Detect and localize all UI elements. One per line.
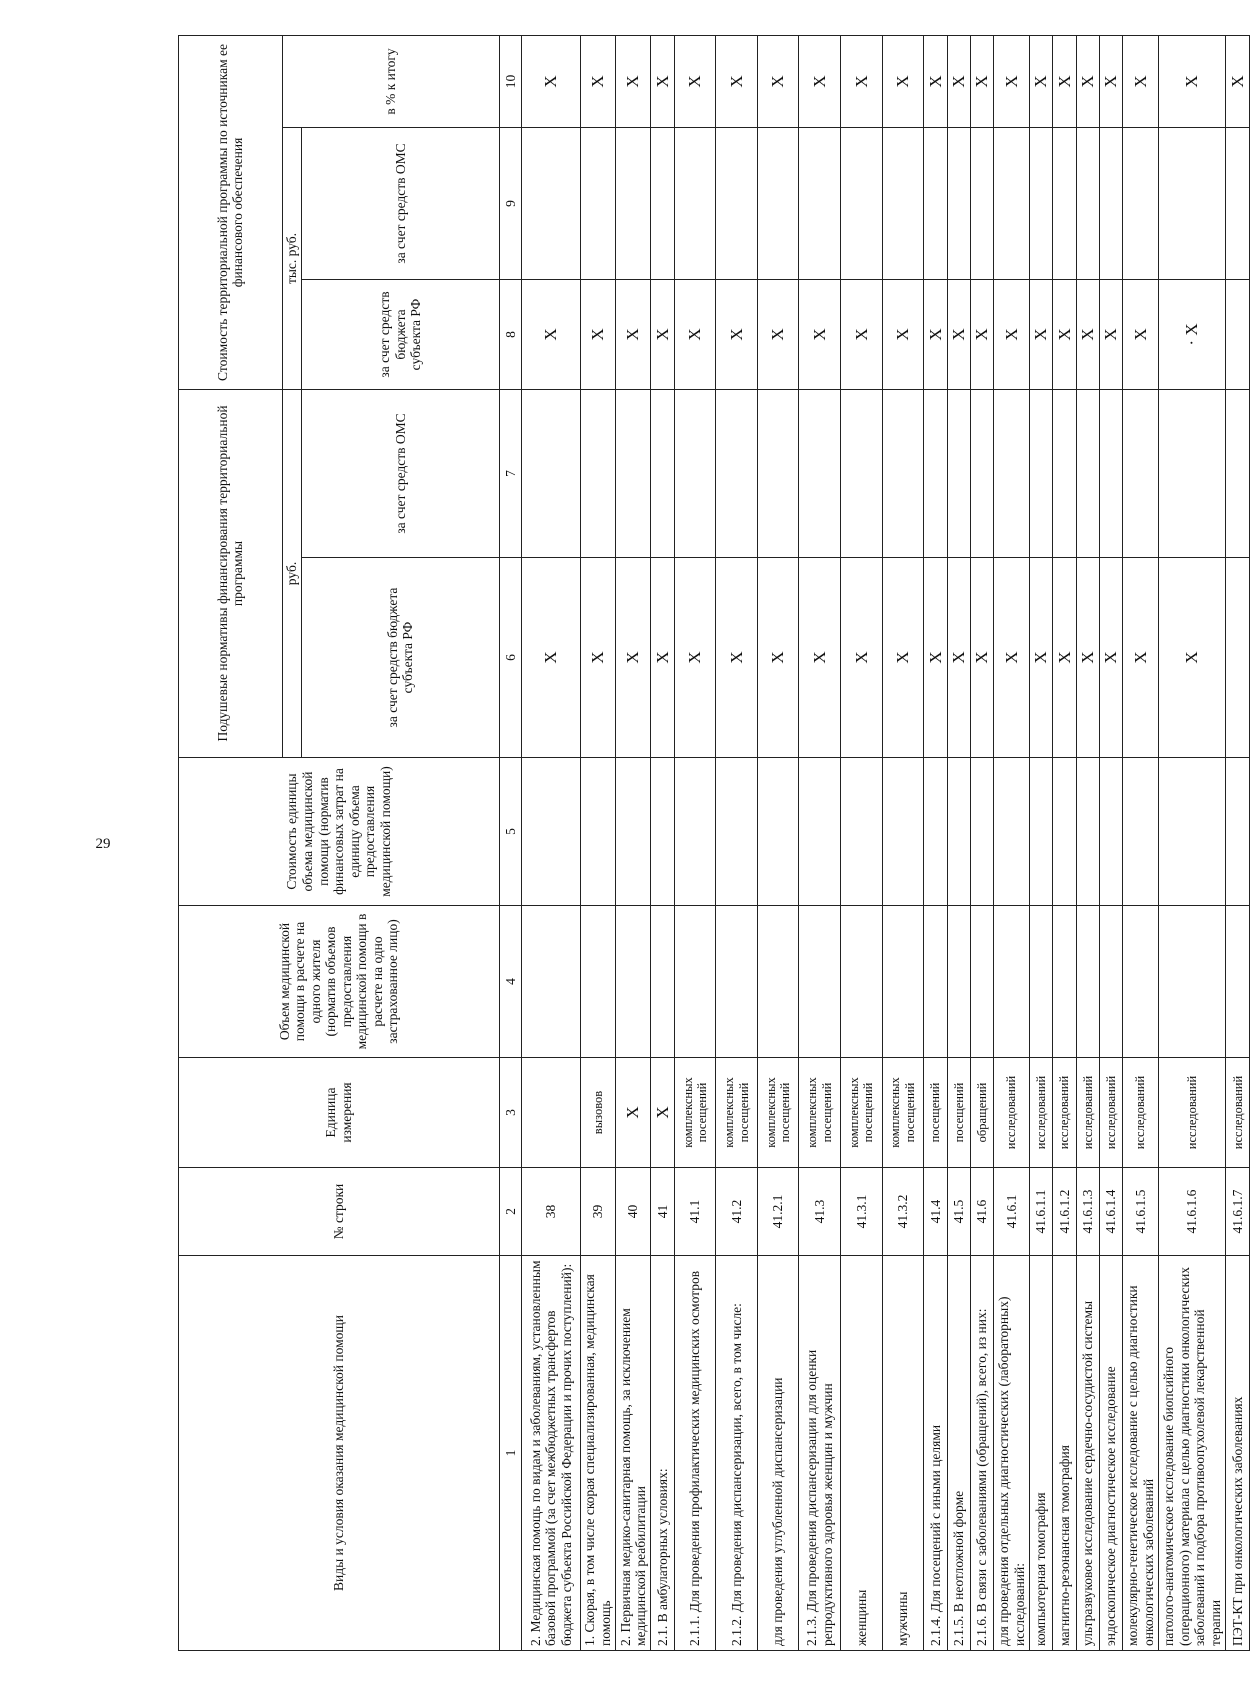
row-cost-budget: X <box>1053 279 1076 389</box>
page-number: 29 <box>95 836 111 852</box>
row-norm-oms <box>1123 389 1158 557</box>
row-line-number: 41.2.1 <box>757 1168 799 1256</box>
row-unit-cost <box>947 758 970 906</box>
row-volume <box>1100 906 1123 1058</box>
row-cost-oms <box>1123 127 1158 279</box>
row-cost-budget: X <box>651 279 674 389</box>
row-cost-oms <box>580 127 615 279</box>
row-norm-budget: X <box>674 558 716 758</box>
table-row <box>924 35 947 1650</box>
row-percent: X <box>799 35 841 127</box>
row-line-number: 41.5 <box>947 1168 970 1256</box>
table-row <box>580 35 615 1650</box>
row-norm-budget: X <box>757 558 799 758</box>
header-col7: за счет средств ОМС <box>302 389 499 557</box>
row-percent: X <box>841 35 883 127</box>
row-unit-cost <box>1100 758 1123 906</box>
row-unit-cost <box>1123 758 1158 906</box>
row-line-number: 41.6.1.6 <box>1158 1168 1226 1256</box>
header-col9: за счет средств ОМС <box>302 127 499 279</box>
row-norm-oms <box>1076 389 1099 557</box>
column-number-7: 7 <box>499 389 522 557</box>
row-line-number: 41.6.1.1 <box>1029 1168 1052 1256</box>
row-unit-cost <box>1076 758 1099 906</box>
row-cost-budget: X <box>799 279 841 389</box>
table-row <box>947 35 970 1650</box>
row-name: для проведения отдельных диагностических (лабораторных) исследований: <box>994 1256 1029 1651</box>
row-cost-budget: X <box>882 279 924 389</box>
row-cost-oms <box>970 127 993 279</box>
row-line-number: 38 <box>522 1168 580 1256</box>
row-norm-oms <box>799 389 841 557</box>
row-name: молекулярно-генетическое исследование с целью диагностики онкологических заболеваний <box>1123 1256 1158 1651</box>
row-name: 2.1.6. В связи с заболеваниями (обращений), всего, из них: <box>970 1256 993 1651</box>
row-norm-oms <box>651 389 674 557</box>
header-col1: Виды и условия оказания медицинской помощи <box>179 1256 500 1651</box>
row-norm-oms <box>674 389 716 557</box>
table-row <box>757 35 799 1650</box>
row-line-number: 41.3.2 <box>882 1168 924 1256</box>
row-unit-cost <box>1029 758 1052 906</box>
table-row <box>716 35 758 1650</box>
row-norm-budget: X <box>1076 558 1099 758</box>
row-unit: исследований <box>1029 1058 1052 1168</box>
row-percent: X <box>1053 35 1076 127</box>
row-percent: X <box>1158 35 1226 127</box>
table-row <box>1123 35 1158 1650</box>
column-number-8: 8 <box>499 279 522 389</box>
row-cost-budget <box>1226 279 1250 389</box>
header-norm-unit: руб. <box>282 389 301 757</box>
row-cost-oms <box>994 127 1029 279</box>
row-volume <box>522 906 580 1058</box>
column-number-6: 6 <box>499 558 522 758</box>
row-unit: исследований <box>994 1058 1029 1168</box>
header-cost-group: Стоимость территориальной программы по источникам ее финансового обеспечения <box>179 35 283 389</box>
row-percent: X <box>924 35 947 127</box>
row-cost-budget: X <box>716 279 758 389</box>
row-cost-budget: X <box>1076 279 1099 389</box>
header-cost-unit: тыс. руб. <box>282 127 301 389</box>
row-cost-oms <box>1029 127 1052 279</box>
row-unit-cost <box>1226 758 1250 906</box>
row-line-number: 39 <box>580 1168 615 1256</box>
table-row <box>1076 35 1099 1650</box>
row-name: магнитно-резонансная томография <box>1053 1256 1076 1651</box>
row-unit: X <box>651 1058 674 1168</box>
row-unit-cost <box>882 758 924 906</box>
row-cost-oms <box>1076 127 1099 279</box>
column-number-3: 3 <box>499 1058 522 1168</box>
row-percent: X <box>994 35 1029 127</box>
row-norm-budget: X <box>716 558 758 758</box>
row-unit-cost <box>651 758 674 906</box>
row-name: 2.1.4. Для посещений с иными целями <box>924 1256 947 1651</box>
rotated-table-wrapper <box>178 36 1250 1651</box>
row-percent: X <box>1226 35 1250 127</box>
row-percent: X <box>757 35 799 127</box>
row-name: для проведения углубленной диспансеризации <box>757 1256 799 1651</box>
row-norm-budget: X <box>882 558 924 758</box>
row-norm-oms <box>615 389 650 557</box>
row-cost-oms <box>522 127 580 279</box>
row-unit: посещений <box>947 1058 970 1168</box>
row-unit-cost <box>1158 758 1226 906</box>
row-unit: исследований <box>1053 1058 1076 1168</box>
table-row <box>799 35 841 1650</box>
row-unit: исследований <box>1123 1058 1158 1168</box>
row-name: 1. Скорая, в том числе скорая специализированная, медицинская помощь <box>580 1256 615 1651</box>
row-name: патолого-анатомическое исследование биопсийного (операционного) материала с целью диагностики онкологических заболеваний и подбора противоопухолевой лекарственной терапии <box>1158 1256 1226 1651</box>
column-number-2: 2 <box>499 1168 522 1256</box>
header-col8: за счет средств бюджета субъекта РФ <box>302 279 499 389</box>
header-col10: в % к итогу <box>282 35 499 127</box>
row-norm-oms <box>947 389 970 557</box>
row-cost-budget: X <box>970 279 993 389</box>
row-cost-budget: X <box>674 279 716 389</box>
row-norm-oms <box>716 389 758 557</box>
row-volume <box>674 906 716 1058</box>
row-cost-budget: X <box>841 279 883 389</box>
row-cost-oms <box>651 127 674 279</box>
row-volume <box>580 906 615 1058</box>
row-volume <box>716 906 758 1058</box>
row-cost-oms <box>1158 127 1226 279</box>
row-cost-oms <box>1053 127 1076 279</box>
row-norm-budget: X <box>1123 558 1158 758</box>
row-name: 2.1.1. Для проведения профилактических медицинских осмотров <box>674 1256 716 1651</box>
row-percent: X <box>615 35 650 127</box>
row-unit-cost <box>674 758 716 906</box>
row-cost-oms <box>841 127 883 279</box>
row-line-number: 41.6 <box>970 1168 993 1256</box>
row-cost-budget: X <box>615 279 650 389</box>
row-unit: исследований <box>1226 1058 1250 1168</box>
row-norm-oms <box>757 389 799 557</box>
row-norm-budget: X <box>841 558 883 758</box>
row-name: 2.1. В амбулаторных условиях: <box>651 1256 674 1651</box>
table-row <box>1100 35 1123 1650</box>
row-unit-cost <box>716 758 758 906</box>
column-number-4: 4 <box>499 906 522 1058</box>
row-cost-oms <box>1100 127 1123 279</box>
row-line-number: 41.6.1.5 <box>1123 1168 1158 1256</box>
row-percent: X <box>947 35 970 127</box>
row-unit-cost <box>757 758 799 906</box>
row-percent: X <box>522 35 580 127</box>
row-percent: X <box>1029 35 1052 127</box>
row-norm-oms <box>1158 389 1226 557</box>
row-norm-oms <box>1100 389 1123 557</box>
row-line-number: 41.1 <box>674 1168 716 1256</box>
row-percent: X <box>651 35 674 127</box>
row-cost-budget: X <box>1100 279 1123 389</box>
row-percent: X <box>1123 35 1158 127</box>
row-name: компьютерная томография <box>1029 1256 1052 1651</box>
row-percent: X <box>1100 35 1123 127</box>
row-norm-budget: X <box>1029 558 1052 758</box>
row-cost-oms <box>924 127 947 279</box>
row-unit: комплексных посещений <box>757 1058 799 1168</box>
row-unit: комплексных посещений <box>716 1058 758 1168</box>
row-percent: X <box>970 35 993 127</box>
row-norm-budget: X <box>994 558 1029 758</box>
table-row <box>841 35 883 1650</box>
row-line-number: 41.3.1 <box>841 1168 883 1256</box>
row-line-number: 41.6.1.2 <box>1053 1168 1076 1256</box>
row-volume <box>1158 906 1226 1058</box>
row-cost-budget: X <box>994 279 1029 389</box>
row-volume <box>615 906 650 1058</box>
row-norm-budget: X <box>651 558 674 758</box>
row-volume <box>947 906 970 1058</box>
column-number-9: 9 <box>499 127 522 279</box>
row-norm-oms <box>1053 389 1076 557</box>
row-name: 2.1.2. Для проведения диспансеризации, всего, в том числе: <box>716 1256 758 1651</box>
header-norm-group: Подушевые нормативы финансирования территориальной программы <box>179 389 283 757</box>
table-row <box>615 35 650 1650</box>
row-line-number: 41.6.1.7 <box>1226 1168 1250 1256</box>
row-name: ПЭТ-КТ при онкологических заболеваниях <box>1226 1256 1250 1651</box>
row-norm-budget: X <box>799 558 841 758</box>
row-line-number: 40 <box>615 1168 650 1256</box>
row-cost-budget: X <box>757 279 799 389</box>
row-norm-oms <box>580 389 615 557</box>
row-cost-oms <box>674 127 716 279</box>
header-col5: Стоимость единицы объема медицинской помощи (норматив финансовых затрат на единицу объема предоставления медицинской помощи) <box>179 758 500 906</box>
row-cost-oms <box>882 127 924 279</box>
table-row <box>1029 35 1052 1650</box>
table-row <box>882 35 924 1650</box>
medical-care-cost-table <box>178 35 1250 1651</box>
row-unit: посещений <box>924 1058 947 1168</box>
table-row <box>970 35 993 1650</box>
row-percent: X <box>674 35 716 127</box>
row-norm-budget: X <box>970 558 993 758</box>
row-line-number: 41.4 <box>924 1168 947 1256</box>
column-number-5: 5 <box>499 758 522 906</box>
row-line-number: 41.3 <box>799 1168 841 1256</box>
row-cost-budget: X <box>522 279 580 389</box>
row-name: 2. Медицинская помощь по видам и заболеваниям, установленным базовой программой (за счет межбюджетных трансфертов бюджета субъекта Российской Федерации и прочих поступлений): <box>522 1256 580 1651</box>
row-cost-budget: X <box>1029 279 1052 389</box>
row-volume <box>970 906 993 1058</box>
row-norm-budget: X <box>1100 558 1123 758</box>
row-norm-oms <box>522 389 580 557</box>
row-norm-budget: X <box>1158 558 1226 758</box>
header-col6: за счет средств бюджета субъекта РФ <box>302 558 499 758</box>
row-cost-budget: · X <box>1158 279 1226 389</box>
row-percent: X <box>882 35 924 127</box>
row-unit <box>522 1058 580 1168</box>
row-cost-oms <box>947 127 970 279</box>
row-volume <box>924 906 947 1058</box>
row-unit-cost <box>994 758 1029 906</box>
table-row <box>1158 35 1226 1650</box>
row-unit: комплексных посещений <box>841 1058 883 1168</box>
column-number-10: 10 <box>499 35 522 127</box>
row-volume <box>799 906 841 1058</box>
row-unit-cost <box>1053 758 1076 906</box>
row-name: 2. Первичная медико-санитарная помощь, за исключением медицинской реабилитации <box>615 1256 650 1651</box>
table-row <box>651 35 674 1650</box>
row-unit-cost <box>522 758 580 906</box>
row-volume <box>994 906 1029 1058</box>
row-unit: вызовов <box>580 1058 615 1168</box>
row-unit-cost <box>799 758 841 906</box>
row-cost-budget: X <box>580 279 615 389</box>
row-cost-oms <box>615 127 650 279</box>
row-volume <box>1076 906 1099 1058</box>
header-row-groups <box>179 35 283 1650</box>
row-unit: комплексных посещений <box>882 1058 924 1168</box>
row-name: 2.1.3. Для проведения диспансеризации для оценки репродуктивного здоровья женщин и мужчин <box>799 1256 841 1651</box>
row-unit-cost <box>841 758 883 906</box>
row-unit: исследований <box>1158 1058 1226 1168</box>
row-percent: X <box>716 35 758 127</box>
row-name: мужчины <box>882 1256 924 1651</box>
row-name: женщины <box>841 1256 883 1651</box>
row-unit: комплексных посещений <box>799 1058 841 1168</box>
row-volume <box>1123 906 1158 1058</box>
row-volume <box>882 906 924 1058</box>
row-volume <box>1029 906 1052 1058</box>
row-norm-oms <box>882 389 924 557</box>
row-volume <box>841 906 883 1058</box>
header-col2: № строки <box>179 1168 500 1256</box>
row-cost-budget: X <box>924 279 947 389</box>
row-percent: X <box>1076 35 1099 127</box>
table-row <box>522 35 580 1650</box>
row-cost-oms <box>799 127 841 279</box>
header-col4: Объем медицинской помощи в расчете на одного жителя (норматив объемов предоставления медицинской помощи в расчете на одно застрахованное лицо) <box>179 906 500 1058</box>
row-volume <box>757 906 799 1058</box>
row-norm-budget: X <box>1053 558 1076 758</box>
row-cost-oms <box>757 127 799 279</box>
row-norm-budget: X <box>615 558 650 758</box>
row-unit-cost <box>970 758 993 906</box>
table-row <box>1053 35 1076 1650</box>
row-cost-budget: X <box>1123 279 1158 389</box>
row-unit-cost <box>924 758 947 906</box>
row-unit-cost <box>615 758 650 906</box>
row-norm-budget: X <box>947 558 970 758</box>
row-volume <box>1226 906 1250 1058</box>
row-volume <box>1053 906 1076 1058</box>
row-norm-oms <box>970 389 993 557</box>
row-norm-budget: X <box>924 558 947 758</box>
row-unit: исследований <box>1100 1058 1123 1168</box>
row-unit: X <box>615 1058 650 1168</box>
row-name: эндоскопическое диагностическое исследование <box>1100 1256 1123 1651</box>
row-unit: обращений <box>970 1058 993 1168</box>
row-norm-oms <box>841 389 883 557</box>
row-volume <box>651 906 674 1058</box>
row-line-number: 41.6.1.4 <box>1100 1168 1123 1256</box>
row-norm-oms <box>1029 389 1052 557</box>
row-cost-oms <box>716 127 758 279</box>
row-line-number: 41.6.1 <box>994 1168 1029 1256</box>
header-col3: Единица измерения <box>179 1058 500 1168</box>
row-line-number: 41 <box>651 1168 674 1256</box>
table-row <box>1226 35 1250 1650</box>
column-number-1: 1 <box>499 1256 522 1651</box>
column-number-row <box>499 35 522 1650</box>
row-norm-budget <box>1226 558 1250 758</box>
row-norm-oms <box>1226 389 1250 557</box>
row-unit-cost <box>580 758 615 906</box>
table-row <box>674 35 716 1650</box>
row-unit: исследований <box>1076 1058 1099 1168</box>
row-norm-budget: X <box>580 558 615 758</box>
row-line-number: 41.6.1.3 <box>1076 1168 1099 1256</box>
table-row <box>994 35 1029 1650</box>
row-norm-budget: X <box>522 558 580 758</box>
row-line-number: 41.2 <box>716 1168 758 1256</box>
row-name: 2.1.5. В неотложной форме <box>947 1256 970 1651</box>
row-norm-oms <box>994 389 1029 557</box>
row-norm-oms <box>924 389 947 557</box>
row-cost-budget: X <box>947 279 970 389</box>
row-percent: X <box>580 35 615 127</box>
row-cost-oms <box>1226 127 1250 279</box>
row-unit: комплексных посещений <box>674 1058 716 1168</box>
row-name: ультразвуковое исследование сердечно-сосудистой системы <box>1076 1256 1099 1651</box>
